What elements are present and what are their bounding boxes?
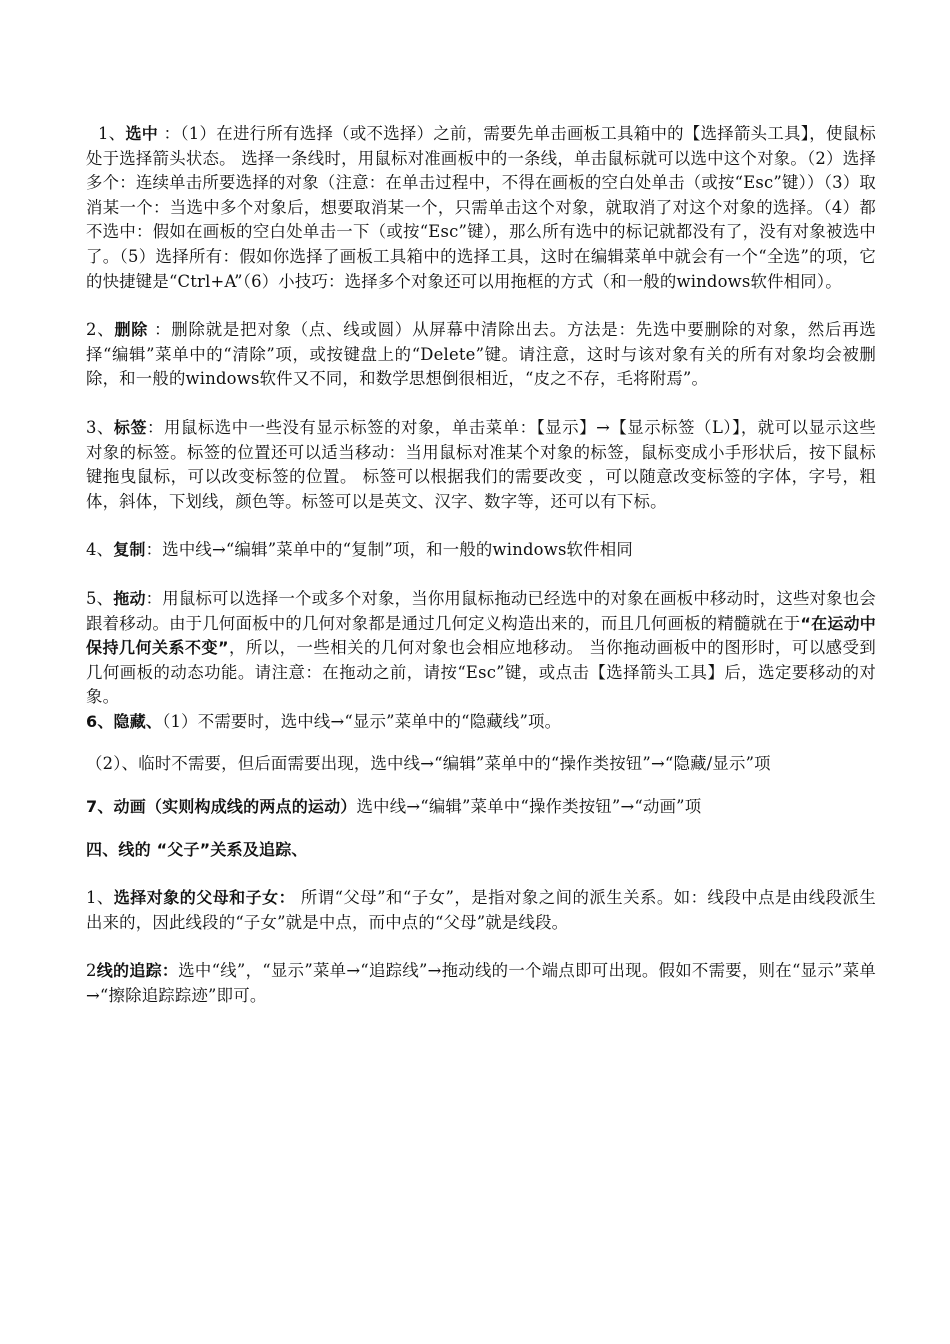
document-page [86, 122, 876, 1009]
item-title: 6、隐藏、 [86, 711, 163, 731]
item-text: ：删除就是把对象（点、线或圆）从屏幕中清除出去。方法是：先选中要删除的对象，然后再选择“编辑”菜单中的“清除”项，或按键盘上的“Delete”键。请注意，这时与该对象有关的所有对象均会被删除，和一般的windows软件又不同，和数学思想倒很相近，“皮之不存，毛将附焉”。 [86, 320, 876, 389]
paragraph-hide-temp [86, 752, 876, 777]
item-text: （2）、临时不需要，但后面需要出现，选中线→“编辑”菜单中的“操作类按钮”→“隐藏/显示”项 [86, 754, 771, 774]
item-text: ：用鼠标选中一些没有显示标签的对象，单击菜单：【显示】→【显示标签（L）】，就可以显示这些对象的标签。标签的位置还可以适当移动：当用鼠标对准某个对象的标签，鼠标变成小手形状后，按下鼠标键拖曳鼠标，可以改变标签的位置。 标签可以根据我们的需要改变 ，可以随意改变标签的字体，字号，粗体，斜体，下划线，颜色等。标签可以是英文、汉字、数字等，还可以有下标。 [86, 417, 876, 511]
item-number: 5、 [86, 588, 114, 608]
item-text: ，所以，一些相关的几何对象也会相应地移动。 当你拖动画板中的图形时，可以感受到几何画板的动态功能。请注意：在拖动之前，请按“Esc”键，或点击【选择箭头工具】后，选定要移动的对象。 [86, 638, 876, 707]
item-text: （1）不需要时，选中线→“显示”菜单中的“隐藏线”项。 [162, 711, 562, 731]
item-text: ：用鼠标可以选择一个或多个对象，当你用鼠标拖动已经选中的对象在画板中移动时，这些对象也会跟着移动。由于几何面板中的几何对象都是通过几何定义构造出来的，而且几何画板的精髓就在于 [86, 588, 876, 633]
item-title: 标签 [113, 417, 148, 437]
item-title: 选中 [125, 124, 159, 143]
item-title: 选择对象的父母和子女： [113, 888, 296, 908]
paragraph-parents-children [86, 886, 876, 935]
paragraph-select [86, 122, 876, 294]
item-title: 拖动 [113, 588, 146, 608]
item-number: 1、 [98, 124, 126, 143]
item-text: 选中线→“编辑”菜单中“操作类按钮”→“动画”项 [356, 797, 702, 817]
item-number: 1、 [86, 888, 114, 908]
item-number: 3、 [86, 417, 114, 437]
paragraph-delete [86, 318, 876, 392]
item-text: 选中“线”，“显示”菜单→“追踪线”→拖动线的一个端点即可出现。假如不需要，则在“显示”菜单→“擦除追踪踪迹”即可。 [86, 961, 876, 1006]
item-text: ：（1）在进行所有选择（或不选择）之前，需要先单击画板工具箱中的【选择箭头工具】，使鼠标处于选择箭头状态。 选择一条线时，用鼠标对准画板中的一条线，单击鼠标就可以选中这个对象。（2）选择多个：连续单击所要选择的对象（注意：在单击过程中，不得在画板的空白处单击（或按“Esc”键））（3）取消某一个：当选中多个对象后，想要取消某一个，只需单击这个对象，就取消了对这个对象的选择。（4）都不选中：假如在画板的空白处单击一下（或按“Esc”键），那么所有选中的标记就都没有了，没有对象被选中了。（5）选择所有：假如你选择了画板工具箱中的选择工具，这时在编辑菜单中就会有一个“全选”的项，它的快捷键是“Ctrl+A”（6）小技巧：选择多个对象还可以用拖框的方式（和一般的windows软件相同）。 [86, 124, 876, 291]
item-number: 4、 [86, 540, 114, 560]
item-text: ：选中线→“编辑”菜单中的“复制”项，和一般的windows软件相同 [145, 540, 633, 560]
section-heading: 四、线的 “父子”关系及追踪、 [86, 839, 308, 859]
emphasis-text: “在运动中保持几何关系不变” [86, 613, 876, 658]
item-title: 线的追踪： [96, 961, 179, 981]
item-title: 复制 [113, 540, 146, 560]
paragraph-copy [86, 538, 876, 563]
item-text: 所谓“父母”和“子女”，是指对象之间的派生关系。如：线段中点是由线段派生出来的，因此线段的“子女”就是中点，而中点的“父母”就是线段。 [86, 888, 876, 932]
item-number: 2 [86, 961, 97, 981]
paragraph-label [86, 416, 876, 514]
item-number: 2、 [86, 320, 115, 340]
item-title: 删除 [114, 320, 149, 340]
paragraph-animation [86, 795, 876, 820]
paragraph-drag [86, 587, 876, 710]
paragraph-hide [86, 710, 876, 735]
paragraph-trace [86, 959, 876, 1008]
item-title: 7、动画（实则构成线的两点的运动） [86, 797, 357, 817]
